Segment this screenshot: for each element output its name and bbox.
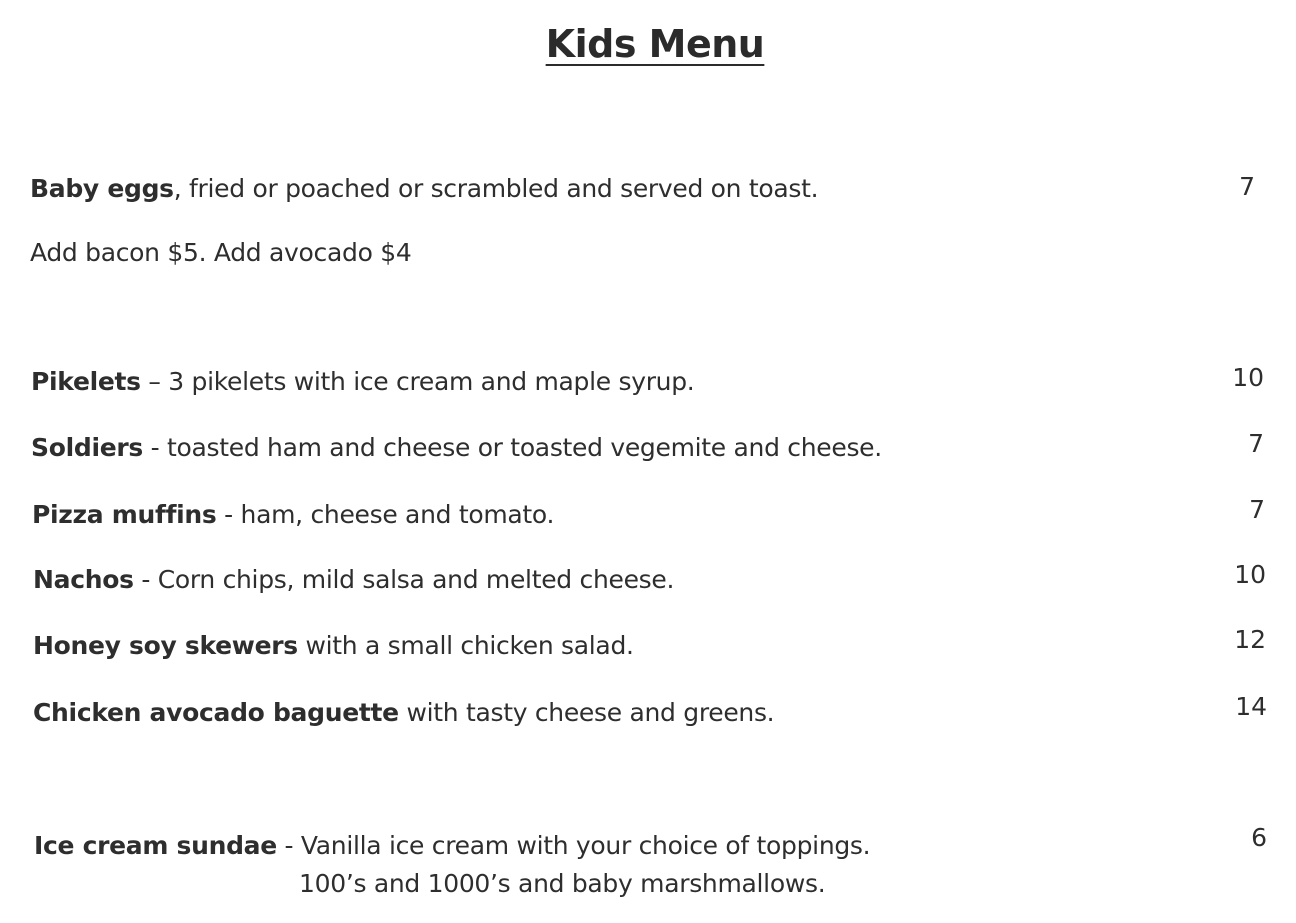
item-price: 7 bbox=[1248, 429, 1264, 458]
menu-item-addons: Add bacon $5. Add avocado $4 bbox=[30, 238, 412, 267]
menu-item-soldiers bbox=[31, 433, 882, 462]
item-price: 7 bbox=[1249, 495, 1265, 524]
item-separator: - bbox=[276, 831, 301, 860]
item-price: 7 bbox=[1239, 172, 1255, 201]
menu-item-baby-eggs bbox=[30, 174, 818, 203]
menu-item-honey-soy-skewers bbox=[33, 631, 634, 660]
item-name: Soldiers bbox=[31, 433, 143, 462]
item-separator: – bbox=[140, 367, 169, 396]
item-price: 12 bbox=[1234, 625, 1266, 654]
item-name: Pizza muffins bbox=[32, 500, 217, 529]
page-title: Kids Menu bbox=[545, 22, 765, 66]
item-description: 3 pikelets with ice cream and maple syrup. bbox=[168, 367, 695, 396]
item-name: Chicken avocado baguette bbox=[33, 698, 399, 727]
item-description: with a small chicken salad. bbox=[305, 631, 634, 660]
menu-item-ice-cream-sundae bbox=[34, 831, 870, 860]
item-name: Honey soy skewers bbox=[33, 631, 298, 660]
item-price: 10 bbox=[1232, 363, 1264, 392]
item-separator: - bbox=[133, 565, 158, 594]
item-description: Corn chips, mild salsa and melted cheese. bbox=[157, 565, 675, 594]
menu-item-chicken-avocado-baguette bbox=[33, 698, 774, 727]
item-price: 14 bbox=[1235, 692, 1267, 721]
menu-item-pikelets bbox=[31, 367, 694, 396]
item-separator bbox=[298, 631, 306, 660]
item-description: toasted ham and cheese or toasted vegemite and cheese. bbox=[167, 433, 882, 462]
item-name: Pikelets bbox=[31, 367, 141, 396]
item-description: Vanilla ice cream with your choice of toppings. bbox=[300, 831, 871, 860]
item-separator: - bbox=[216, 500, 241, 529]
item-separator: - bbox=[142, 433, 167, 462]
item-separator: , bbox=[173, 174, 190, 203]
item-description: with tasty cheese and greens. bbox=[406, 698, 775, 727]
menu-item-sundae-toppings: 100’s and 1000’s and baby marshmallows. bbox=[299, 869, 826, 898]
item-description: fried or poached or scrambled and served on toast. bbox=[189, 174, 819, 203]
item-name: Baby eggs bbox=[30, 174, 174, 203]
item-price: 6 bbox=[1251, 823, 1267, 852]
item-price: 10 bbox=[1234, 560, 1266, 589]
menu-item-pizza-muffins bbox=[32, 500, 554, 529]
menu-item-nachos bbox=[33, 565, 674, 594]
item-name: Nachos bbox=[33, 565, 134, 594]
item-name: Ice cream sundae bbox=[34, 831, 277, 860]
item-description: ham, cheese and tomato. bbox=[240, 500, 555, 529]
